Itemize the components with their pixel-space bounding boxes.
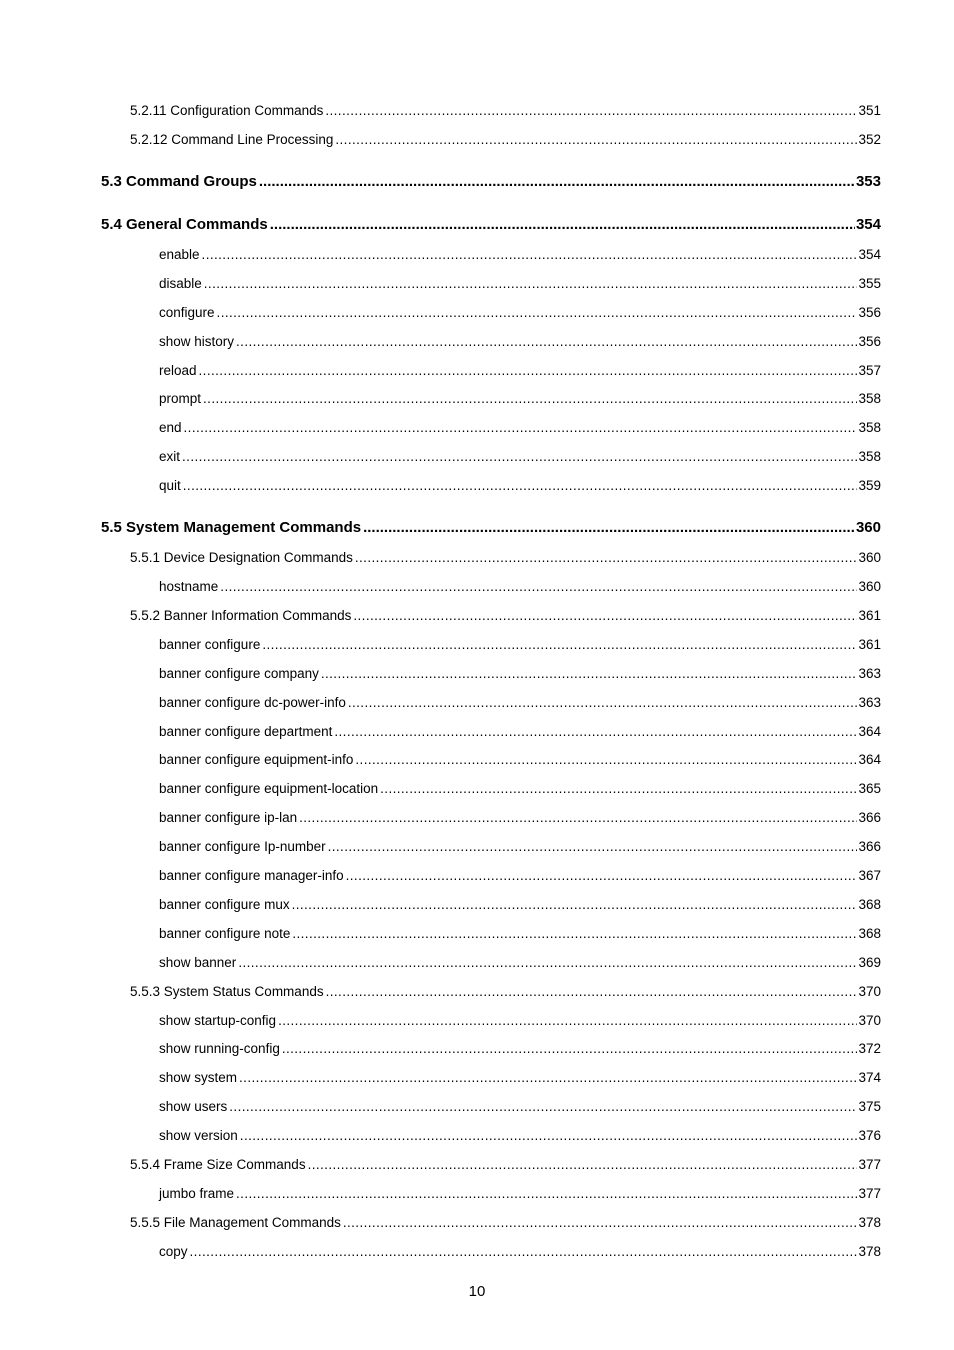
toc-entry-page: 370 [858,983,881,999]
toc-entry[interactable] [130,607,881,625]
toc-dot-leader [270,216,855,234]
toc-entry-page: 364 [858,752,881,768]
toc-entry[interactable] [159,954,881,972]
toc-entry[interactable] [130,131,881,149]
toc-entry-page: 370 [858,1012,881,1028]
toc-entry[interactable] [159,477,881,495]
toc-dot-leader [328,838,858,856]
toc-entry-page: 363 [858,665,881,681]
toc-entry-page: 354 [858,246,881,262]
toc-entry-page: 361 [858,636,881,652]
toc-entry-title: banner configure equipment-location [159,781,379,797]
toc-entry-page: 359 [858,478,881,494]
toc-entry-title: quit [159,478,181,494]
toc-dot-leader [202,246,858,264]
toc-entry[interactable] [130,102,881,120]
toc-entry[interactable] [159,390,881,408]
toc-entry-title: banner configure equipment-info [159,752,354,768]
toc-dot-leader [380,780,857,798]
toc-entry-page: 369 [858,954,881,970]
toc-entry-title: 5.5.5 File Management Commands [130,1214,341,1230]
toc-dot-leader [182,448,857,466]
toc-entry[interactable] [159,304,881,322]
toc-dot-leader [229,1098,857,1116]
toc-entry[interactable] [159,809,881,827]
toc-entry[interactable] [159,925,881,943]
toc-entry-title: copy [159,1243,188,1259]
toc-entry-title: show banner [159,954,237,970]
toc-entry-title: show system [159,1070,238,1086]
toc-dot-leader [363,519,855,537]
toc-entry-page: 363 [858,694,881,710]
toc-entry-title: exit [159,449,181,465]
toc-entry-page: 351 [858,103,881,118]
toc-entry-page: 354 [855,215,881,233]
toc-entry-title: show users [159,1099,228,1115]
toc-dot-leader [334,723,857,741]
toc-entry[interactable] [130,1214,881,1232]
toc-dot-leader [238,954,857,972]
toc-dot-leader [343,1214,858,1232]
toc-dot-leader [335,131,857,149]
toc-entry-title: banner configure department [159,723,333,739]
toc-entry-title: disable [159,275,202,291]
toc-entry[interactable] [159,1185,881,1203]
toc-dot-leader [353,607,857,625]
toc-dot-leader [203,390,857,408]
toc-dot-leader [278,1012,857,1030]
toc-dot-leader [326,983,858,1001]
toc-dot-leader [355,549,858,567]
toc-entry[interactable] [159,1098,881,1116]
toc-entry-page: 356 [858,333,881,349]
toc-entry-title: 5.5.1 Device Designation Commands [130,550,353,566]
toc-entry-page: 358 [858,420,881,436]
toc-entry-page: 378 [858,1243,881,1259]
toc-entry[interactable] [101,519,881,537]
toc-entry[interactable] [159,1012,881,1030]
toc-entry-page: 366 [858,839,881,855]
toc-entry-page: 352 [858,131,881,147]
toc-entry-title: banner configure Ip-number [159,839,326,855]
toc-dot-leader [184,419,858,437]
toc-dot-leader [236,1185,857,1203]
toc-dot-leader [321,665,858,683]
toc-entry[interactable] [130,1156,881,1174]
toc-entry-title: 5.2.11 Configuration Commands [130,103,324,118]
toc-entry[interactable] [159,1127,881,1145]
toc-entry-title: banner configure ip-lan [159,810,298,826]
toc-entry-page: 357 [858,362,881,378]
toc-dot-leader [325,102,857,120]
toc-entry-title: show startup-config [159,1012,277,1028]
toc-entry-title: configure [159,304,215,320]
page-number: 10 [468,1283,486,1300]
toc-entry-page: 375 [858,1099,881,1115]
toc-dot-leader [204,275,858,293]
toc-entry[interactable] [159,578,881,596]
toc-entry-title: end [159,420,182,436]
toc-entry-title: reload [159,362,197,378]
toc-dot-leader [217,304,858,322]
toc-entry[interactable] [159,1243,881,1261]
toc-entry[interactable] [159,751,881,769]
toc-dot-leader [240,1127,858,1145]
toc-entry-page: 368 [858,925,881,941]
toc-entry-title: enable [159,246,200,262]
toc-dot-leader [190,1243,858,1261]
toc-entry-title: 5.4 General Commands [101,215,268,233]
toc-entry[interactable] [101,173,881,191]
toc-entry-title: banner configure dc-power-info [159,694,346,710]
toc-entry-title: banner configure company [159,665,319,681]
toc-entry-page: 358 [858,391,881,407]
toc-entry[interactable] [130,983,881,1001]
toc-dot-leader [220,578,857,596]
toc-dot-leader [292,896,858,914]
toc-entry-title: show running-config [159,1041,280,1057]
toc-dot-leader [308,1156,858,1174]
toc-entry[interactable] [159,275,881,293]
toc-entry-title: prompt [159,391,202,407]
toc-entry-title: 5.5.4 Frame Size Commands [130,1157,306,1172]
toc-dot-leader [355,751,857,769]
toc-entry-page: 376 [858,1128,881,1144]
toc-entry-page: 366 [858,810,881,826]
toc-entry-page: 360 [858,550,881,566]
toc-entry[interactable] [101,216,881,234]
toc-entry[interactable] [159,665,881,683]
toc-dot-leader [262,636,857,654]
toc-entry-title: show history [159,333,235,349]
toc-entry-page: 364 [858,723,881,739]
toc-dot-leader [239,1069,857,1087]
toc-entry[interactable] [159,694,881,712]
toc-entry-title: banner configure [159,636,261,652]
toc-entry-title: 5.5 System Management Commands [101,519,362,537]
toc-entry[interactable] [159,838,881,856]
toc-entry[interactable] [159,246,881,264]
toc-dot-leader [236,333,857,351]
toc-entry-title: 5.5.2 Banner Information Commands [130,607,352,623]
toc-entry-title: hostname [159,579,219,594]
toc-entry-page: 365 [858,781,881,797]
toc-entry[interactable] [159,362,881,380]
toc-entry[interactable] [159,1040,881,1058]
toc-entry[interactable] [130,549,881,567]
toc-entry-title: jumbo frame [159,1185,235,1201]
toc-dot-leader [199,362,858,380]
toc-entry-page: 353 [855,172,881,190]
toc-entry[interactable] [159,1069,881,1087]
toc-dot-leader [346,867,858,885]
toc-dot-leader [282,1040,858,1058]
toc-dot-leader [183,477,858,495]
toc-dot-leader [259,173,855,191]
toc-entry[interactable] [159,419,881,437]
toc-dot-leader [348,694,858,712]
toc-entry-page: 368 [858,896,881,912]
toc-entry-page: 367 [858,868,881,883]
toc-entry-page: 372 [858,1041,881,1057]
toc-entry-page: 356 [858,304,881,320]
toc-entry-title: 5.5.3 System Status Commands [130,983,324,999]
toc-entry-title: banner configure note [159,925,291,941]
toc-entry-page: 355 [858,275,881,291]
toc-entry-page: 358 [858,449,881,465]
toc-dot-leader [292,925,857,943]
toc-entry-title: show version [159,1128,238,1144]
toc-entry-title: banner configure mux [159,896,290,912]
toc-entry-page: 374 [858,1070,881,1086]
toc-entry[interactable] [159,333,881,351]
toc-entry-title: 5.2.12 Command Line Processing [130,131,334,147]
toc-entry[interactable] [159,896,881,914]
toc-dot-leader [299,809,857,827]
toc-entry[interactable] [159,723,881,741]
toc-entry-title: banner configure manager-info [159,868,344,883]
toc-entry-page: 360 [855,519,881,537]
toc-entry-page: 377 [858,1157,881,1172]
toc-entry-page: 360 [858,579,881,594]
toc-entry[interactable] [159,448,881,466]
toc-entry[interactable] [159,867,881,885]
toc-entry[interactable] [159,636,881,654]
toc-entry-page: 361 [858,607,881,623]
toc-entry-page: 377 [858,1185,881,1201]
toc-entry-page: 378 [858,1214,881,1230]
toc-entry-title: 5.3 Command Groups [101,172,257,190]
toc-entry[interactable] [159,780,881,798]
